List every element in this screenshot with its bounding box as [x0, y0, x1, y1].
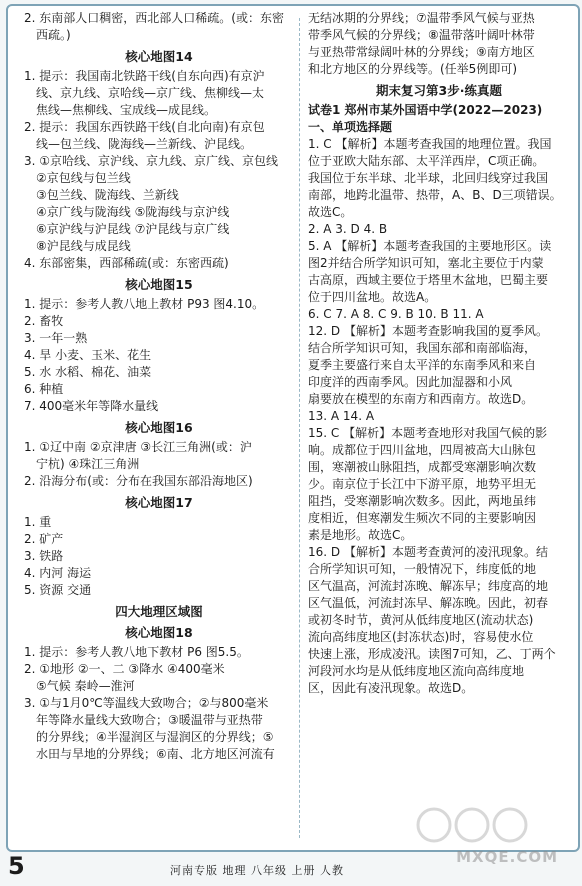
answer-line: 水田与旱地的分界线；⑥南、北方地区河流有: [36, 747, 275, 761]
section-heading: 期末复习第3步·练真题: [376, 83, 502, 98]
answer-line: 15. C 【解析】本题考查地形对我国气候的影: [308, 426, 548, 440]
section-heading: 核心地图15: [125, 277, 193, 292]
answer-line: 3. ①京哈线、京沪线、京九线、京广线、京包线: [24, 154, 279, 168]
answer-line: 图2并结合所学知识可知，塞北主要位于内蒙: [308, 256, 544, 270]
answer-line: 6. 种植: [24, 382, 64, 396]
answer-line: 线、京九线、京哈线—京广线、焦柳线—太: [36, 86, 265, 100]
answer-line: 的分界线；④半湿润区与湿润区的分界线；⑤: [36, 730, 274, 744]
answer-line: 围，寒潮被山脉阻挡，成都受寒潮影响次数: [308, 460, 537, 474]
answer-line: 区气温高，河流封冻晚、解冻早；纬度高的地: [308, 579, 549, 593]
answer-line: 4. 东部密集，西部稀疏(或：东密西疏): [24, 256, 229, 270]
answer-line: 少。南京位于长江中下游平原，地势平坦无: [308, 477, 537, 491]
answer-line: 6. C 7. A 8. C 9. B 10. B 11. A: [308, 307, 484, 321]
answer-line: ②京包线与包兰线: [36, 171, 131, 185]
answer-line: 1. 提示：参考人教八地上教材 P93 图4.10。: [24, 297, 265, 311]
answer-line: 线—包兰线、陇海线—兰新线、沪昆线。: [36, 137, 253, 151]
watermark-text: MXQE.COM: [456, 848, 558, 866]
answer-line: 一、单项选择题: [308, 120, 393, 134]
section-heading: 核心地图17: [125, 495, 193, 510]
answer-line: 印度洋的西南季风。因此加湿器和小风: [308, 375, 513, 389]
answer-line: 素是地形。故选C。: [308, 528, 413, 542]
answer-line: 阻挡，受寒潮影响次数多。因此，两地虽纬: [308, 494, 537, 508]
section-heading: 核心地图14: [125, 49, 193, 64]
page-number: 5: [8, 852, 25, 880]
answer-line: 南部，地跨北温带、热带，A、B、D三项错误。: [308, 188, 562, 202]
answer-line: 带季风气候的分界线；⑧温带落叶阔叶林带: [308, 28, 535, 42]
answer-line: 无结冰期的分界线；⑦温带季风气候与亚热: [308, 11, 535, 25]
answer-line: ④京广线与陇海线 ⑤陇海线与京沪线: [36, 205, 230, 219]
answer-line: 12. D 【解析】本题考查影响我国的夏季风。: [308, 324, 548, 338]
answer-line: 1. 提示：参考人教八地下教材 P6 图5.5。: [24, 645, 249, 659]
answer-line: 河段河水均是从低纬度地区流向高纬度地: [308, 664, 525, 678]
answer-line: 流向高纬度地区(封冻状态)时，容易使水位: [308, 630, 534, 644]
page-footer: [0, 852, 582, 882]
answer-line: 位于四川盆地。故选A。: [308, 290, 437, 304]
answer-line: 7. 400毫米年等降水量线: [24, 399, 159, 413]
answer-line: 4. 旱 小麦、玉米、花生: [24, 348, 152, 362]
answer-line: 3. 铁路: [24, 549, 64, 563]
section-heading: 核心地图18: [125, 625, 193, 640]
answer-line: 13. A 14. A: [308, 409, 375, 423]
section-heading: 四大地理区域图: [115, 604, 203, 619]
answer-line: 1. C 【解析】本题考查我国的地理位置。我国: [308, 137, 552, 151]
section-heading: 核心地图16: [125, 420, 193, 435]
answer-line: 3. 一年一熟: [24, 331, 88, 345]
footer-info: 河南专版 地理 八年级 上册 人教: [170, 864, 344, 877]
answer-line: 2. 畜牧: [24, 314, 64, 328]
answer-line: 5. 水 水稻、棉花、油菜: [24, 365, 152, 379]
answer-line: 2. 东南部人口稠密，西北部人口稀疏。(或：东密: [24, 11, 284, 25]
answer-line: 宁杭) ④珠江三角洲: [36, 457, 140, 471]
answer-line: ⑥京沪线与沪昆线 ⑦沪昆线与京广线: [36, 222, 230, 236]
answer-line: 结合所学知识可知，我国东部和南部临海，: [308, 341, 537, 355]
answer-line: ③包兰线、陇海线、兰新线: [36, 188, 179, 202]
answer-line: 快速上涨，形成凌汛。读图7可知，乙、丁两个: [308, 647, 556, 661]
answer-line: 西疏。): [36, 28, 71, 42]
answer-line: 古高原，西域主要位于塔里木盆地，巴蜀主要: [308, 273, 549, 287]
answer-line: 区，因此有凌汛现象。故选D。: [308, 681, 474, 695]
answer-line: 2. 沿海分布(或：分布在我国东部沿海地区): [24, 474, 253, 488]
answer-line: 16. D 【解析】本题考查黄河的凌汛现象。结: [308, 545, 548, 559]
answer-line: 3. ①与1月0℃等温线大致吻合；②与800毫米: [24, 696, 269, 710]
answer-line: 位于亚欧大陆东部、太平洋西岸，C项正确。: [308, 154, 545, 168]
answer-line: 故选C。: [308, 205, 353, 219]
answer-line: 扇要放在模型的东南方和西南方。故选D。: [308, 392, 534, 406]
answer-line: 2. A 3. D 4. B: [308, 222, 388, 236]
answer-line: 2. 提示：我国东西铁路干线(自北向南)有京包: [24, 120, 265, 134]
left-column: [24, 10, 294, 763]
answer-line: 2. 矿产: [24, 532, 64, 546]
watermark-logo: [410, 806, 560, 844]
answer-line: 2. ①地形 ②一、二 ③降水 ④400毫米: [24, 662, 225, 676]
answer-line: 5. 资源 交通: [24, 583, 92, 597]
answer-line: 4. 内河 海运: [24, 566, 92, 580]
answer-line: 年等降水量线大致吻合；③暖温带与亚热带: [36, 713, 263, 727]
answer-line: 1. 提示：我国南北铁路干线(自东向西)有京沪: [24, 69, 265, 83]
answer-line: 5. A 【解析】本题考查我国的主要地形区。读: [308, 239, 552, 253]
answer-line: 夏季主要盛行来自太平洋的东南季风和来自: [308, 358, 537, 372]
right-column: [308, 10, 570, 697]
answer-line: 区气温低，河流封冻早、解冻晚。因此，初春: [308, 596, 549, 610]
answer-line: ⑧沪昆线与成昆线: [36, 239, 131, 253]
answer-line: 合所学知识可知，一般情况下，纬度低的地: [308, 562, 537, 576]
column-divider: [299, 18, 300, 838]
exam-title: 试卷1 郑州市某外国语中学(2022—2023): [308, 103, 543, 117]
answer-line: 或初冬时节，黄河从低纬度地区(流动状态): [308, 613, 534, 627]
answer-line: 和北方地区的分界线等。(任举5例即可): [308, 62, 517, 76]
answer-line: 我国位于东半球、北半球，北回归线穿过我国: [308, 171, 549, 185]
answer-line: 与亚热带常绿阔叶林的分界线；⑨南方地区: [308, 45, 535, 59]
answer-line: 1. ①辽中南 ②京津唐 ③长江三角洲(或：沪: [24, 440, 252, 454]
answer-line: 1. 重: [24, 515, 52, 529]
answer-line: 响。成都位于四川盆地，四周被高大山脉包: [308, 443, 537, 457]
answer-line: 焦线—焦柳线、宝成线—成昆线。: [36, 103, 217, 117]
answer-line: 度相近，但寒潮发生频次不同的主要影响因: [308, 511, 537, 525]
answer-line: ⑤气候 秦岭—淮河: [36, 679, 135, 693]
